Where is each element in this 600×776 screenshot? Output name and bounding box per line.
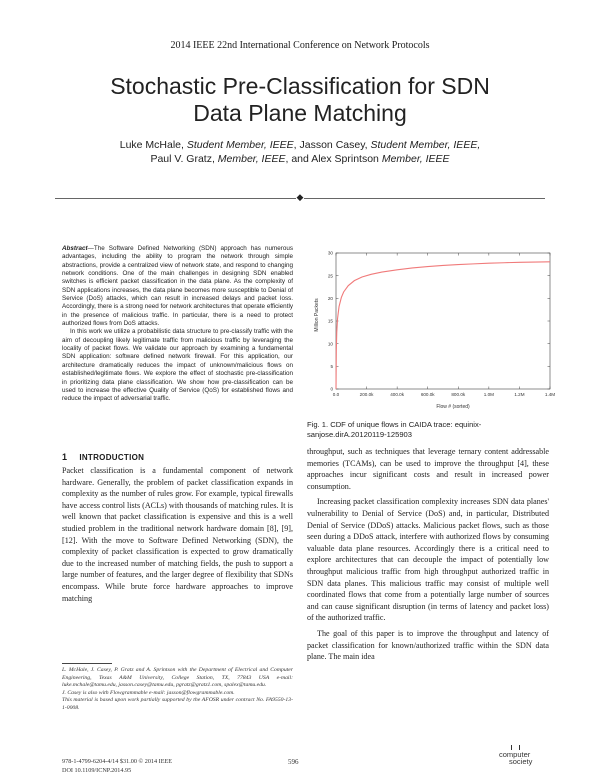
x-tick-label: 400.0k bbox=[390, 392, 405, 397]
footnote-funding: This material is based upon work partially supported by the AFOSR under contract No. FA9550-13-1-0008. bbox=[62, 697, 293, 711]
figure-caption: Fig. 1. CDF of unique flows in CAIDA trace: equinix-sanjose.dirA.20120119-125903 bbox=[307, 420, 482, 439]
logo-text-computer: computer bbox=[499, 750, 531, 759]
intro-paragraph-2: Increasing packet classification complexity increases SDN data planes' vulnerability to Denial of Service (DoS) and, in particular, Distributed Denial of Service (DDoS) attacks. Malicious packet flows, such as those seen during a DDoS attack, interfere with authorized flows by consuming valuable data plane resources. Accordingly there is a critical need to explore architectures that can decouple the impact of potentially low throughput malicious traffic from high throughput authorized traffic in SDN data planes. This malicious traffic may consist of multiple well coordinated flows that come from a potentially large number of sources and can cause significant disruption (in terms of latency and packet loss) of the authorized traffic. bbox=[307, 497, 549, 623]
abstract bbox=[62, 245, 293, 404]
intro-paragraph-1: Packet classification is a fundamental component of network hardware. Generally, the problem of packet classification expands in complexity as the number of rules grow. For example, typical firewalls have access control lists (ACLs) with thousands of matching rules. It is well known that packet classification is expensive and this is a well studied problem in the traditional network hardware domain [8], [9], [12]. With the move to Software Defined Networking (SDN), the complexity of packet classification is expected to grow dramatically due to the increased number of matching fields, the push to support a large number of features, and the larger degree of flexibility that SDNs encompass. While brute force hardware approaches to improve matching bbox=[62, 466, 293, 603]
author-gratz: Paul V. Gratz, bbox=[150, 153, 215, 165]
diamond-icon: ◆ bbox=[296, 192, 304, 202]
y-tick-label: 30 bbox=[327, 250, 333, 256]
y-tick-label: 20 bbox=[327, 295, 333, 301]
author-casey: , Jasson Casey, bbox=[293, 139, 368, 151]
authors-line-2 bbox=[0, 152, 600, 166]
y-tick-label: 5 bbox=[330, 363, 333, 369]
paper-title bbox=[0, 73, 600, 127]
intro-paragraph-3: The goal of this paper is to improve the throughput and latency of packet classification for known/authorized traffic within the SDN data plane. The main idea bbox=[307, 628, 549, 662]
y-tick-label: 0 bbox=[330, 386, 333, 392]
abstract-paragraph-1 bbox=[62, 245, 293, 328]
series-line-cdf bbox=[336, 262, 550, 389]
doi-line: DOI 10.1109/ICNP.2014.95 bbox=[62, 766, 132, 774]
footnotes bbox=[62, 667, 293, 712]
copyright-block bbox=[62, 758, 172, 775]
conference-header: 2014 IEEE 22nd International Conference on Network Protocols bbox=[170, 40, 430, 51]
title-line-1: Stochastic Pre-Classification for SDN bbox=[110, 73, 490, 99]
left-column bbox=[62, 465, 293, 604]
flow-cdf-chart bbox=[305, 247, 560, 417]
isbn-line: 978-1-4799-6204-4/14 $31.00 © 2014 IEEE bbox=[62, 758, 173, 765]
intro-paragraph-1-cont: throughput, such as techniques that leverage ternary content addressable memories (TCAMs), can be used to improve the throughput [4], these approaches incur significant costs and result in increased power consumption. bbox=[307, 447, 549, 491]
page-number: 596 bbox=[288, 758, 299, 766]
x-tick-label: 0.0 bbox=[332, 392, 340, 397]
author-role: Member, IEEE bbox=[217, 153, 286, 165]
y-tick-label: 25 bbox=[327, 273, 333, 279]
chart-series bbox=[336, 262, 550, 389]
author-role: Member, IEEE bbox=[381, 153, 450, 165]
plot-frame bbox=[336, 253, 550, 389]
computer-society-logo bbox=[497, 745, 555, 775]
section-number: 1 bbox=[62, 452, 68, 462]
abstract-label: Abstract bbox=[62, 245, 88, 252]
logo-text-society: society bbox=[509, 757, 533, 766]
x-tick-label: 600.0k bbox=[420, 392, 435, 397]
section-heading bbox=[62, 452, 144, 462]
right-column bbox=[307, 446, 549, 663]
footnote-flowgrammable: J. Casey is also with Flowgrammable e-mail: jasson@flowgrammable.com. bbox=[62, 689, 235, 696]
footnote-affiliation: L. McHale, J. Casey, P. Gratz and A. Sprintson with the Department of Electrical and Computer Engineering, Texas A&M University, College Station, TX, 77843 USA e-mail: luke.mchale@tamu.edu, jasson.casey@tamu.edu, pgratz@gratz1.com, spalex@tamu.edu. bbox=[62, 667, 293, 688]
chart-ticks bbox=[328, 251, 555, 397]
author-role: Student Member, IEEE, bbox=[370, 139, 481, 151]
x-tick-label: 1.0M bbox=[483, 392, 494, 397]
authors-line-1 bbox=[0, 138, 600, 152]
abstract-paragraph-2: In this work we utilize a probabilistic data structure to pre-classify traffic with the aim of decoupling likely legitimate traffic from malicious traffic by leveraging the locality of packet flows. We validate our approach by examining a fundamental SDN application: software defined network firewall. For this application, our architecture dramatically reduces the impact of unknown/malicious flows on established/legitimate flows. We explore the effect of stochastic pre-classification in prioritizing data plane classification. We show how pre-classification can be used to increase the effective Quality of Service (QoS) for established flows and reduce the impact of adversarial traffic. bbox=[62, 328, 293, 403]
chart-axes bbox=[336, 253, 550, 389]
author-role: Student Member, IEEE bbox=[186, 139, 294, 151]
x-tick-label: 800.0k bbox=[451, 392, 466, 397]
y-tick-label: 10 bbox=[327, 341, 333, 347]
author-list bbox=[0, 138, 600, 166]
section-title: INTRODUCTION bbox=[79, 453, 145, 462]
footnote-rule bbox=[62, 663, 112, 664]
y-tick-label: 15 bbox=[327, 318, 333, 324]
x-axis-label: Flow # (sorted) bbox=[436, 404, 470, 410]
y-axis-label: Million Packets bbox=[314, 298, 320, 332]
title-line-2: Data Plane Matching bbox=[193, 100, 407, 126]
author-sprintson: , and Alex Sprintson bbox=[285, 153, 379, 165]
author-mchale: Luke McHale, bbox=[119, 139, 184, 151]
x-tick-label: 1.4M bbox=[544, 392, 556, 397]
abstract-text-1: —The Software Defined Networking (SDN) approach has numerous advantages, including the ability to program the network through simple abstractions, provide a centralized view of network state, and respond to changing network conditions. One of the main challenges in designing SDN enabled switches is efficient packet classification in the data plane. As the complexity of SDN applications increases, the data plane becomes more susceptible to Denial of Service (DoS) attacks, which can result in increased delays and packet loss. Accordingly, there is a strong need for network architectures that operate efficiently in the presence of malicious traffic. In particular, there is a need to protect authorized flows from DoS attacks. bbox=[62, 245, 293, 328]
x-tick-label: 200.0k bbox=[359, 392, 374, 397]
x-tick-label: 1.2M bbox=[514, 392, 525, 397]
